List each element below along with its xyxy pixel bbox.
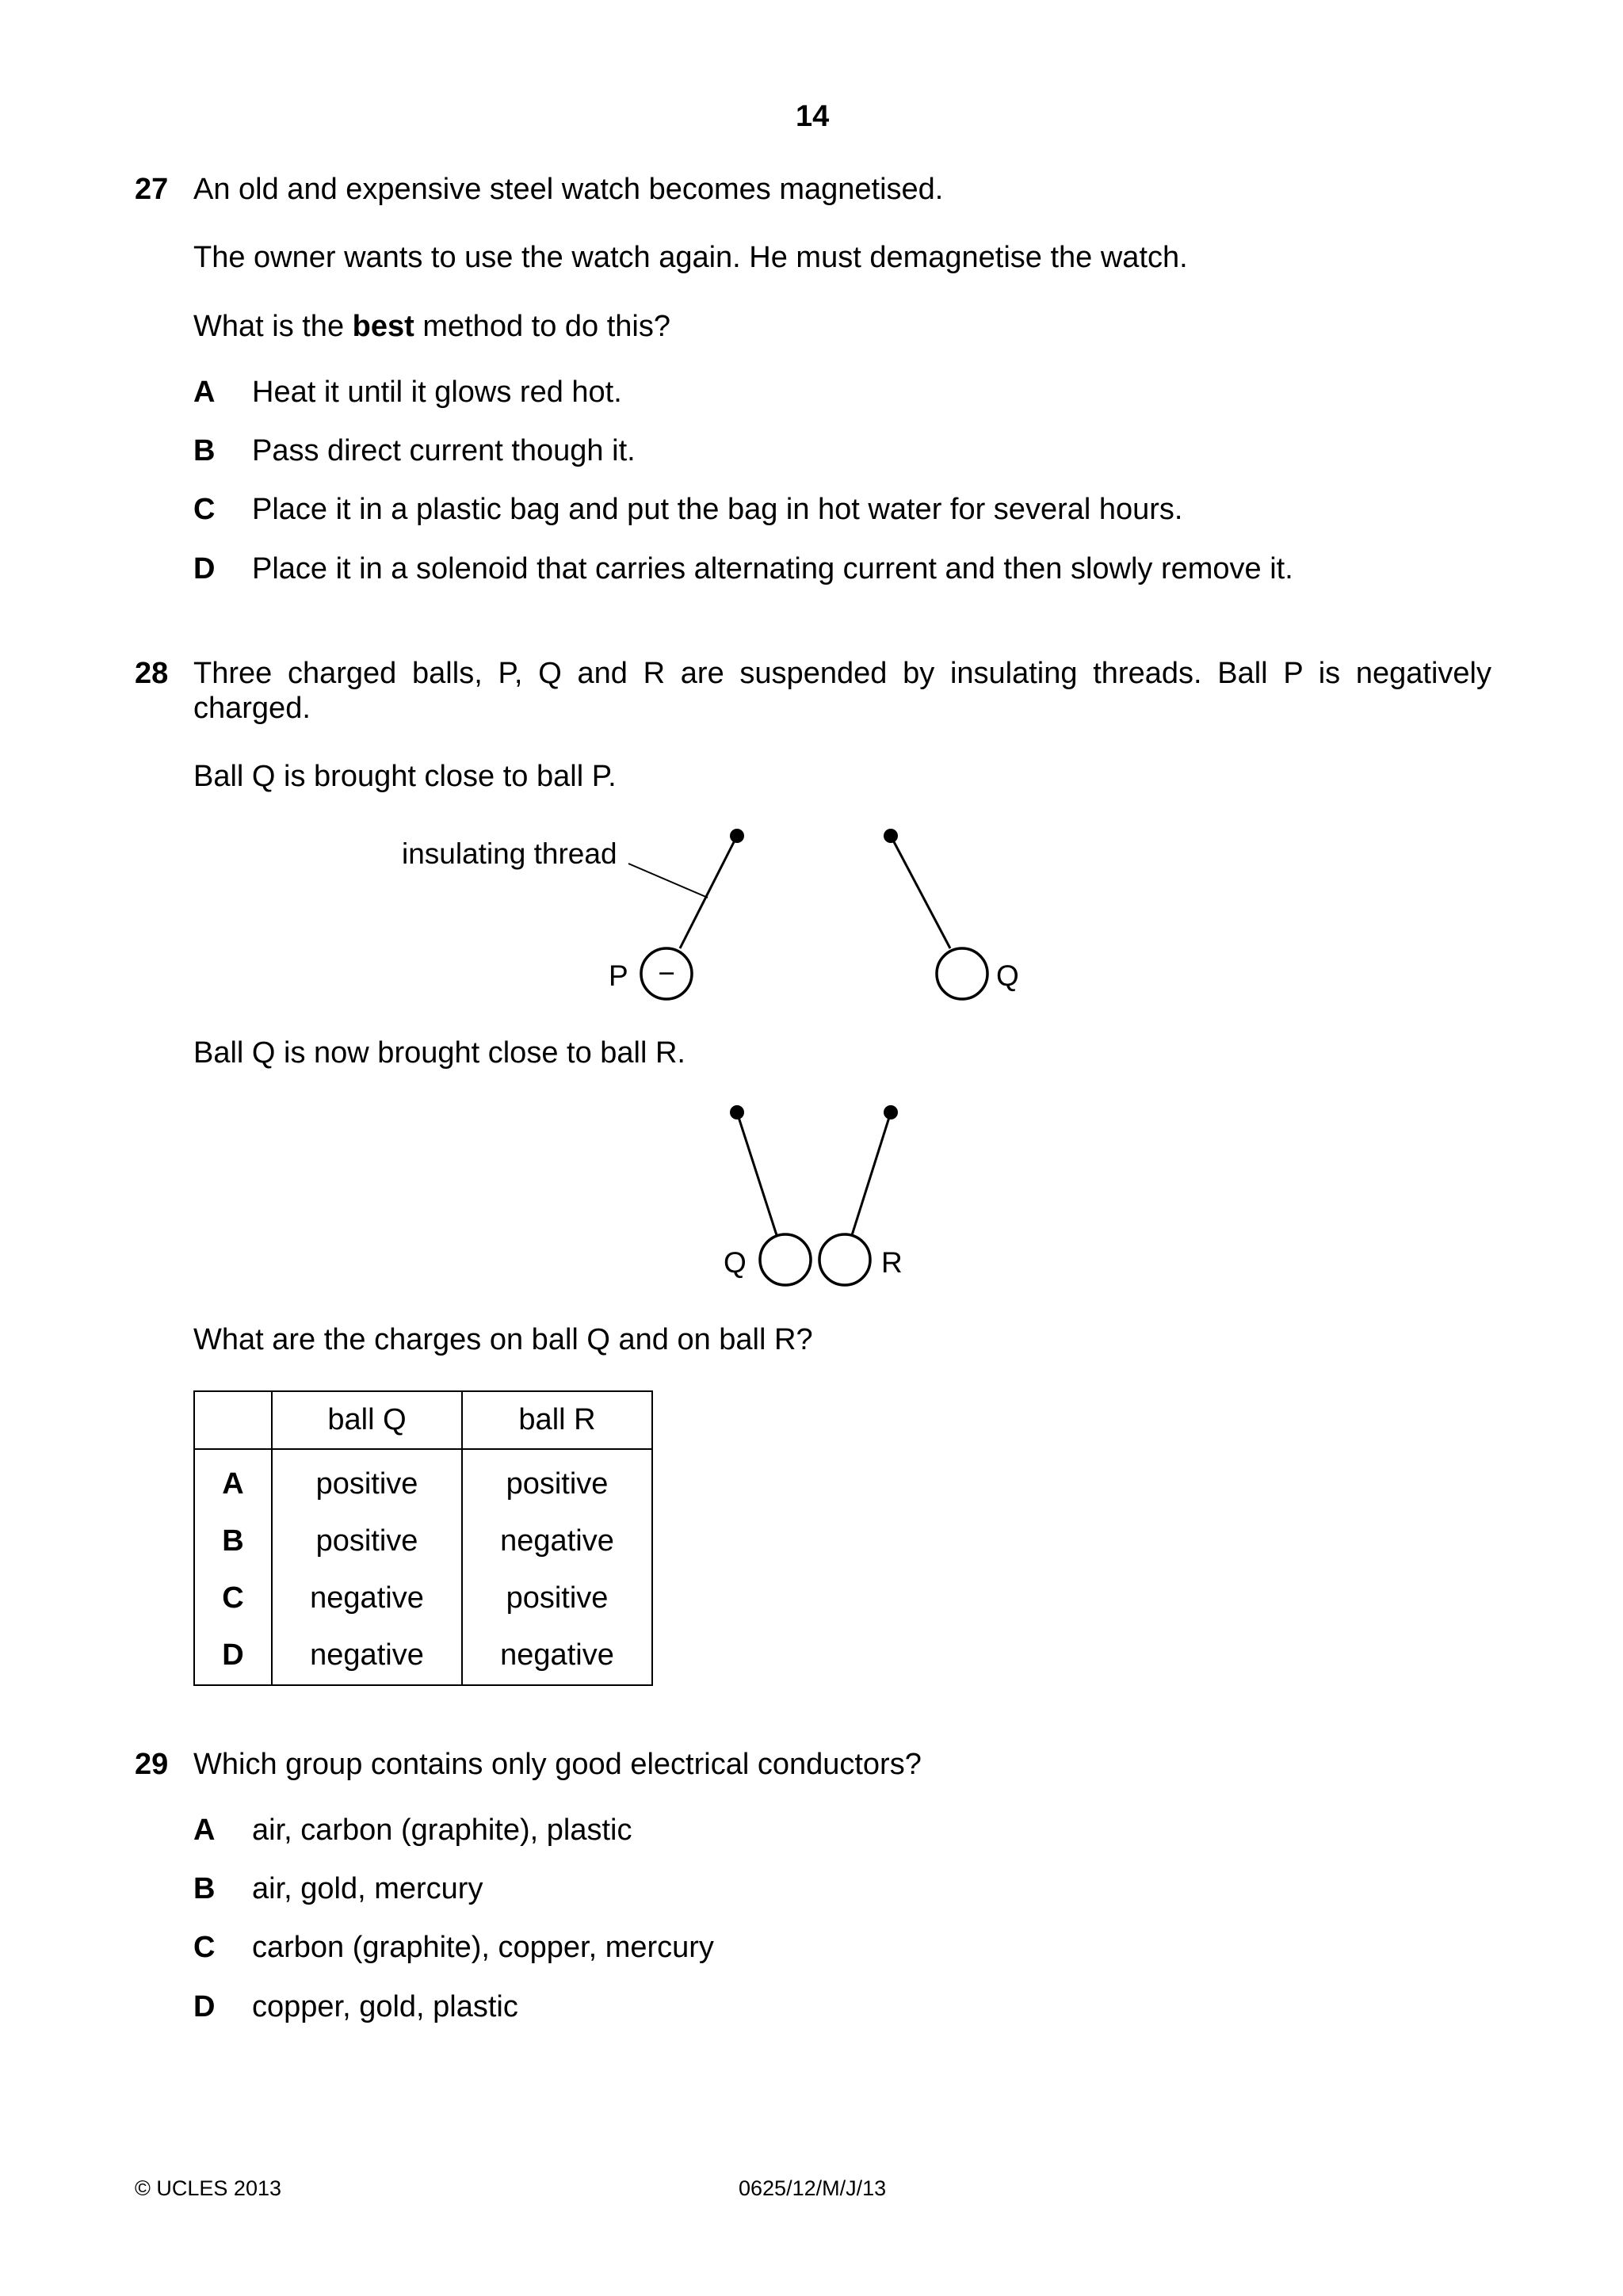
table-row bbox=[194, 1513, 652, 1570]
q29-option-a-letter: A bbox=[193, 1814, 216, 1847]
q29-option-c-text: carbon (graphite), copper, mercury bbox=[252, 1931, 714, 1964]
ball-r-charge: positive bbox=[506, 1581, 609, 1615]
q29-option-b-letter: B bbox=[193, 1872, 216, 1905]
page-number: 14 bbox=[796, 100, 830, 133]
q27-option-c-letter: C bbox=[193, 493, 216, 526]
footer-copyright: © UCLES 2013 bbox=[135, 2176, 281, 2200]
table-row bbox=[194, 1570, 652, 1627]
q27-option-d-letter: D bbox=[193, 552, 216, 585]
q27-option-c-text: Place it in a plastic bag and put the bag in hot water for several hours. bbox=[252, 493, 1183, 526]
ball-q-charge: negative bbox=[272, 1570, 462, 1627]
q29-option-a-text: air, carbon (graphite), plastic bbox=[252, 1814, 632, 1847]
ball-r-charge: negative bbox=[500, 1638, 614, 1672]
insulating-thread bbox=[737, 1112, 777, 1235]
ball-r-label: R bbox=[881, 1246, 903, 1279]
q27-option-b-letter: B bbox=[193, 434, 216, 467]
q29-option-b-text: air, gold, mercury bbox=[252, 1872, 483, 1905]
row-letter: D bbox=[194, 1627, 272, 1685]
q29-option-d-letter: D bbox=[193, 1990, 216, 2023]
question-27-number: 27 bbox=[135, 173, 169, 206]
ball-q-label-2: Q bbox=[724, 1246, 747, 1279]
row-letter: B bbox=[194, 1513, 272, 1570]
question-27-stem: An old and expensive steel watch becomes magnetised. bbox=[193, 173, 944, 206]
prompt-text: What is the bbox=[193, 310, 353, 343]
question-28-number: 28 bbox=[135, 657, 169, 690]
question-28-line3: Ball Q is now brought close to ball R. bbox=[193, 1036, 685, 1070]
ball-r-charge: negative bbox=[500, 1524, 614, 1558]
row-letter: A bbox=[194, 1449, 272, 1513]
row-letter: C bbox=[194, 1570, 272, 1627]
question-28-stem-line1: Three charged balls, P, Q and R are suspended by insulating threads. Ball P is negatively bbox=[193, 657, 1491, 690]
question-28-prompt: What are the charges on ball Q and on ball R? bbox=[193, 1323, 813, 1356]
ball-q-charge: positive bbox=[272, 1513, 462, 1570]
table-header-row bbox=[194, 1391, 652, 1449]
ball-r bbox=[819, 1234, 870, 1285]
ball-q bbox=[937, 948, 987, 999]
q27-option-b-text: Pass direct current though it. bbox=[252, 434, 636, 467]
footer-paper-code: 0625/12/M/J/13 bbox=[739, 2176, 887, 2200]
question-29-number: 29 bbox=[135, 1748, 169, 1781]
table-row bbox=[194, 1449, 652, 1513]
ball-p-label: P bbox=[609, 959, 628, 992]
negative-sign: − bbox=[658, 957, 675, 990]
insulating-thread-label: insulating thread bbox=[402, 837, 617, 870]
question-29-prompt: Which group contains only good electrical conductors? bbox=[193, 1748, 922, 1781]
ball-q-charge: positive bbox=[272, 1449, 462, 1513]
q29-option-d-text: copper, gold, plastic bbox=[252, 1990, 518, 2023]
question-27-line2: The owner wants to use the watch again. He must demagnetise the watch. bbox=[193, 241, 1188, 274]
ball-r-charge: positive bbox=[506, 1467, 609, 1501]
ball-q-label: Q bbox=[996, 959, 1019, 992]
ball-q bbox=[760, 1234, 811, 1285]
q27-option-a-letter: A bbox=[193, 376, 216, 409]
table-header-ball-r: ball R bbox=[462, 1391, 652, 1449]
prompt-emphasis: best bbox=[352, 310, 414, 343]
q29-option-c-letter: C bbox=[193, 1931, 216, 1964]
table-header-empty bbox=[194, 1391, 272, 1449]
table-row bbox=[194, 1627, 652, 1685]
question-28-stem-line2: charged. bbox=[193, 692, 311, 725]
q27-option-a-text: Heat it until it glows red hot. bbox=[252, 376, 622, 409]
insulating-thread bbox=[891, 836, 950, 948]
prompt-text: method to do this? bbox=[414, 310, 670, 343]
ball-q-charge: negative bbox=[272, 1627, 462, 1685]
insulating-thread bbox=[852, 1112, 891, 1235]
label-leader-line bbox=[628, 864, 708, 898]
q27-option-d-text: Place it in a solenoid that carries alternating current and then slowly remove it. bbox=[252, 552, 1293, 585]
answer-table bbox=[193, 1390, 653, 1686]
table-header-ball-q: ball Q bbox=[272, 1391, 462, 1449]
question-28-line2: Ball Q is brought close to ball P. bbox=[193, 760, 617, 793]
insulating-thread bbox=[680, 836, 737, 948]
